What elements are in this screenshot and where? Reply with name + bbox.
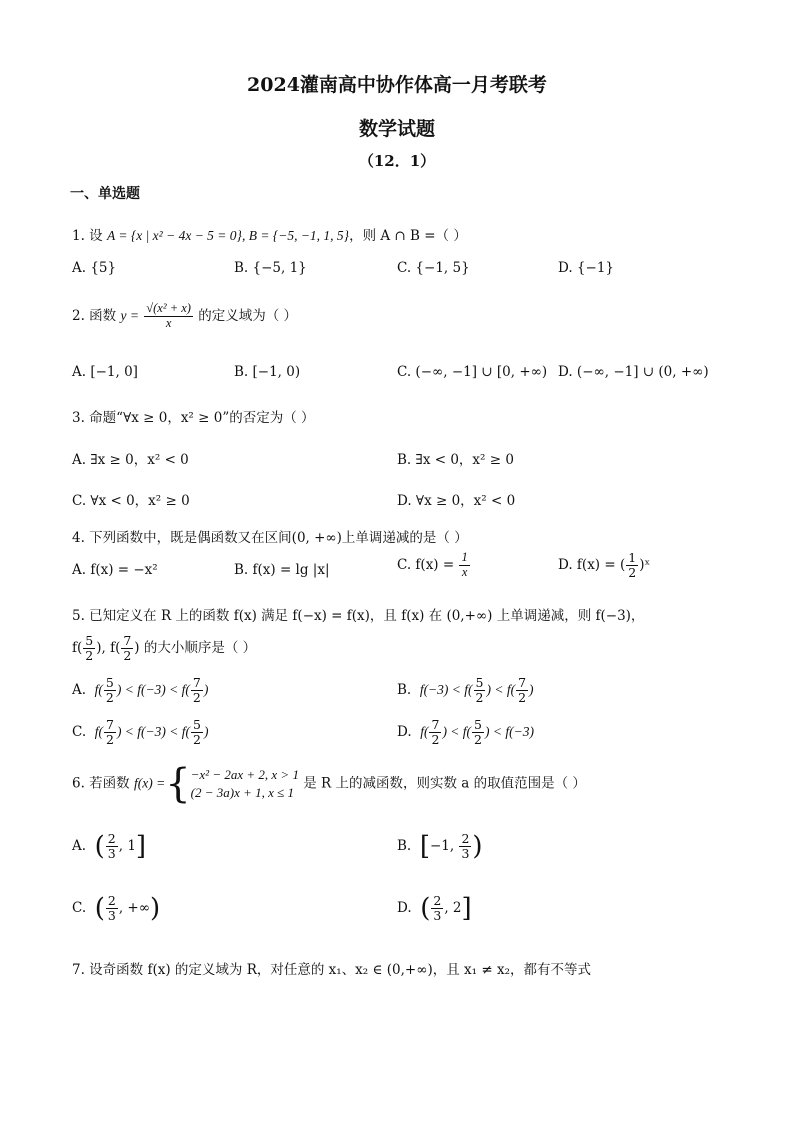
q4-option-c xyxy=(397,551,471,580)
q5-d-t3: ) < f(−3) xyxy=(485,723,534,739)
q5-d-d1: 2 xyxy=(431,731,440,747)
q5-a-t2: ) < f(−3) < f( xyxy=(116,681,190,697)
q5-c-frac-1 xyxy=(104,718,116,747)
q5-d-t2: ) < f( xyxy=(442,723,472,739)
q5-b-frac-1 xyxy=(474,676,486,705)
q4-option-c-numerator: 1 xyxy=(461,550,468,564)
q5-b-n1: 5 xyxy=(475,675,484,690)
q5-c-t2: ) < f(−3) < f( xyxy=(116,723,191,739)
question-5-line-2 xyxy=(72,634,256,663)
q4-option-d-fraction xyxy=(626,551,638,580)
q6-a-rest: , 1 xyxy=(118,837,136,854)
q6-d-den: 3 xyxy=(433,907,442,923)
q2-func-lhs: y = xyxy=(120,307,139,323)
q6-d-close: ] xyxy=(461,893,472,924)
exam-date: （12．1） xyxy=(358,152,436,170)
question-6 xyxy=(72,761,586,807)
q6-b-open: [ xyxy=(419,831,430,862)
q5-l2-num-1: 5 xyxy=(85,633,94,648)
q6-tail: 是 R 上的减函数，则实数 a 的取值范围是（ ） xyxy=(303,775,586,792)
q4-option-d-suffix: )ˣ xyxy=(639,556,651,573)
q5-a-n1: 5 xyxy=(105,675,114,690)
q6-number: 6. 若函数 xyxy=(72,775,130,792)
q6-a-close: ] xyxy=(135,831,147,862)
q6-d-num: 2 xyxy=(433,893,442,908)
q3-option-d: D. ∀x ≥ 0，x² < 0 xyxy=(397,493,516,509)
q5-a-t3: ) xyxy=(203,681,209,697)
q5-c-t3: ) xyxy=(203,723,209,739)
q5-a-frac-1 xyxy=(104,676,116,705)
q1-set-a: A = {x | x² − 4x − 5 = 0} xyxy=(106,228,242,243)
q1-tail: ，则 A ∩ B =（ ） xyxy=(349,228,467,244)
q6-b-close: ) xyxy=(472,831,483,862)
q6-b-label: B. xyxy=(397,837,412,854)
q6-option-b xyxy=(397,832,483,861)
q1-option-d: D. {−1} xyxy=(558,260,615,276)
q6-option-c xyxy=(72,894,160,923)
q2-option-d: D. (−∞, −1] ∪ (0, +∞) xyxy=(558,364,709,380)
q5-l2-fraction-2 xyxy=(121,634,133,663)
q1-number: 1. 设 xyxy=(72,228,103,244)
q4-option-d-prefix: D. f(x) = ( xyxy=(558,556,626,573)
q6-a-frac xyxy=(106,832,118,861)
q5-b-label: B. xyxy=(397,681,412,698)
q4-option-c-prefix: C. f(x) = xyxy=(397,556,455,573)
q2-fraction-numerator: √(x² + x) xyxy=(146,301,191,315)
q5-l2-den-1: 2 xyxy=(85,647,94,663)
q6-b-pre: −1, xyxy=(429,837,459,854)
q5-d-label: D. xyxy=(397,723,412,740)
q6-d-rest: , 2 xyxy=(444,899,462,916)
q5-c-n1: 7 xyxy=(105,717,114,732)
q6-c-den: 3 xyxy=(107,907,116,923)
q2-option-c: C. (−∞, −1] ∪ [0, +∞) xyxy=(397,364,548,380)
q5-option-b xyxy=(397,676,534,705)
q5-d-frac-1 xyxy=(429,718,441,747)
q5-d-n2: 5 xyxy=(474,717,482,732)
q5-a-label: A. xyxy=(72,681,87,698)
question-2 xyxy=(72,302,297,331)
q6-c-num: 2 xyxy=(107,893,116,908)
q5-a-t1: f( xyxy=(94,681,103,697)
q5-option-d xyxy=(397,718,534,747)
q5-d-n1: 7 xyxy=(431,717,440,732)
q3-option-c: C. ∀x < 0，x² ≥ 0 xyxy=(72,493,190,509)
q6-b-frac xyxy=(459,832,471,861)
q6-a-open: ( xyxy=(94,831,105,862)
q6-c-close: ) xyxy=(149,893,161,924)
q5-d-d2: 2 xyxy=(474,731,482,747)
exam-subtitle: 数学试题 xyxy=(358,118,435,140)
q4-option-d xyxy=(558,551,650,580)
question-5-line-1: 5. 已知定义在 R 上的函数 f(x) 满足 f(−x) = f(x)，且 f(x) 在 (0,+∞) 上单调递减，则 f(−3)， xyxy=(72,608,645,624)
section-heading: 一、单选题 xyxy=(70,186,140,202)
q5-c-frac-2 xyxy=(191,718,203,747)
q6-b-num: 2 xyxy=(461,831,470,846)
q6-d-frac xyxy=(431,894,443,923)
q6-option-d xyxy=(397,894,472,923)
q5-l2-den-2: 2 xyxy=(123,647,132,663)
q1-option-b: B. {−5, 1} xyxy=(234,260,307,276)
q2-fraction-denominator: x xyxy=(165,315,172,330)
question-4: 4. 下列函数中，既是偶函数又在区间(0, +∞)上单调递减的是（ ） xyxy=(72,530,468,546)
q6-c-rest: , +∞ xyxy=(118,899,150,916)
q6-brace-icon: { xyxy=(165,761,191,807)
q5-b-d1: 2 xyxy=(475,689,484,705)
q1-option-a: A. {5} xyxy=(72,260,117,276)
q5-b-t3: ) xyxy=(529,681,534,697)
q6-b-den: 3 xyxy=(461,845,470,861)
q6-a-den: 3 xyxy=(107,845,116,861)
q5-option-c xyxy=(72,718,208,747)
q2-fraction xyxy=(144,302,193,331)
q5-l2-mid: ), f( xyxy=(96,639,121,656)
q4-option-c-fraction xyxy=(459,551,469,580)
q3-option-a: A. ∃x ≥ 0，x² < 0 xyxy=(72,452,189,468)
q5-b-d2: 2 xyxy=(518,689,527,705)
q4-option-c-denominator: x xyxy=(461,564,468,579)
q2-option-b: B. [−1, 0) xyxy=(234,364,301,380)
q3-option-b: B. ∃x < 0，x² ≥ 0 xyxy=(397,452,514,468)
q4-option-a: A. f(x) = −x² xyxy=(72,562,158,578)
q2-number: 2. 函数 xyxy=(72,307,117,324)
q6-d-open: ( xyxy=(420,893,431,924)
q5-l2-num-2: 7 xyxy=(123,633,132,648)
q6-c-frac xyxy=(106,894,118,923)
q6-piecewise xyxy=(191,766,299,801)
q5-c-n2: 5 xyxy=(193,717,201,732)
q2-tail: 的定义域为（ ） xyxy=(198,307,298,324)
q6-piece-2: (2 − 3a)x + 1, x ≤ 1 xyxy=(190,785,295,800)
q5-b-frac-2 xyxy=(516,676,528,705)
q5-l2-tail: ) 的大小顺序是（ ） xyxy=(134,639,257,656)
q2-option-a: A. [−1, 0] xyxy=(72,364,138,380)
q5-option-a xyxy=(72,676,208,705)
q5-c-t1: f( xyxy=(94,723,103,739)
q6-lhs: f(x) = xyxy=(133,775,166,791)
q5-b-t2: ) < f( xyxy=(486,681,516,697)
q5-a-n2: 7 xyxy=(192,675,201,690)
question-3: 3. 命题“∀x ≥ 0，x² ≥ 0”的否定为（ ） xyxy=(72,410,315,426)
q5-l2-fraction-1 xyxy=(83,634,95,663)
q6-piece-1: −x² − 2ax + 2, x > 1 xyxy=(190,767,299,783)
q5-c-d1: 2 xyxy=(105,731,114,747)
q5-c-d2: 2 xyxy=(193,731,201,747)
q5-d-frac-2 xyxy=(472,718,484,747)
q6-a-num: 2 xyxy=(107,831,116,846)
q6-option-a xyxy=(72,832,146,861)
q6-a-label: A. xyxy=(72,837,87,854)
q4-option-b: B. f(x) = lg |x| xyxy=(234,562,330,578)
q5-b-n2: 7 xyxy=(518,675,527,690)
question-1 xyxy=(72,224,467,244)
q5-a-d2: 2 xyxy=(192,689,201,705)
q5-l2-f1: f( xyxy=(72,639,83,656)
q6-c-open: ( xyxy=(94,893,105,924)
exam-title: 2024灌南高中协作体高一月考联考 xyxy=(247,74,547,96)
q1-set-b: , B = {−5, −1, 1, 5} xyxy=(241,228,350,243)
q4-option-d-numerator: 1 xyxy=(628,550,637,565)
q4-option-d-denominator: 2 xyxy=(628,564,637,580)
q1-option-c: C. {−1, 5} xyxy=(397,260,470,276)
q5-c-label: C. xyxy=(72,723,87,740)
q5-d-t1: f( xyxy=(420,723,429,739)
q6-c-label: C. xyxy=(72,899,87,916)
q5-b-t1: f(−3) < f( xyxy=(419,681,473,697)
q5-a-d1: 2 xyxy=(105,689,114,705)
q5-a-frac-2 xyxy=(191,676,203,705)
question-7: 7. 设奇函数 f(x) 的定义域为 R，对任意的 x₁、x₂ ∈ (0,+∞)，且 x₁ ≠ x₂，都有不等式 xyxy=(72,962,591,978)
q6-d-label: D. xyxy=(397,899,412,916)
